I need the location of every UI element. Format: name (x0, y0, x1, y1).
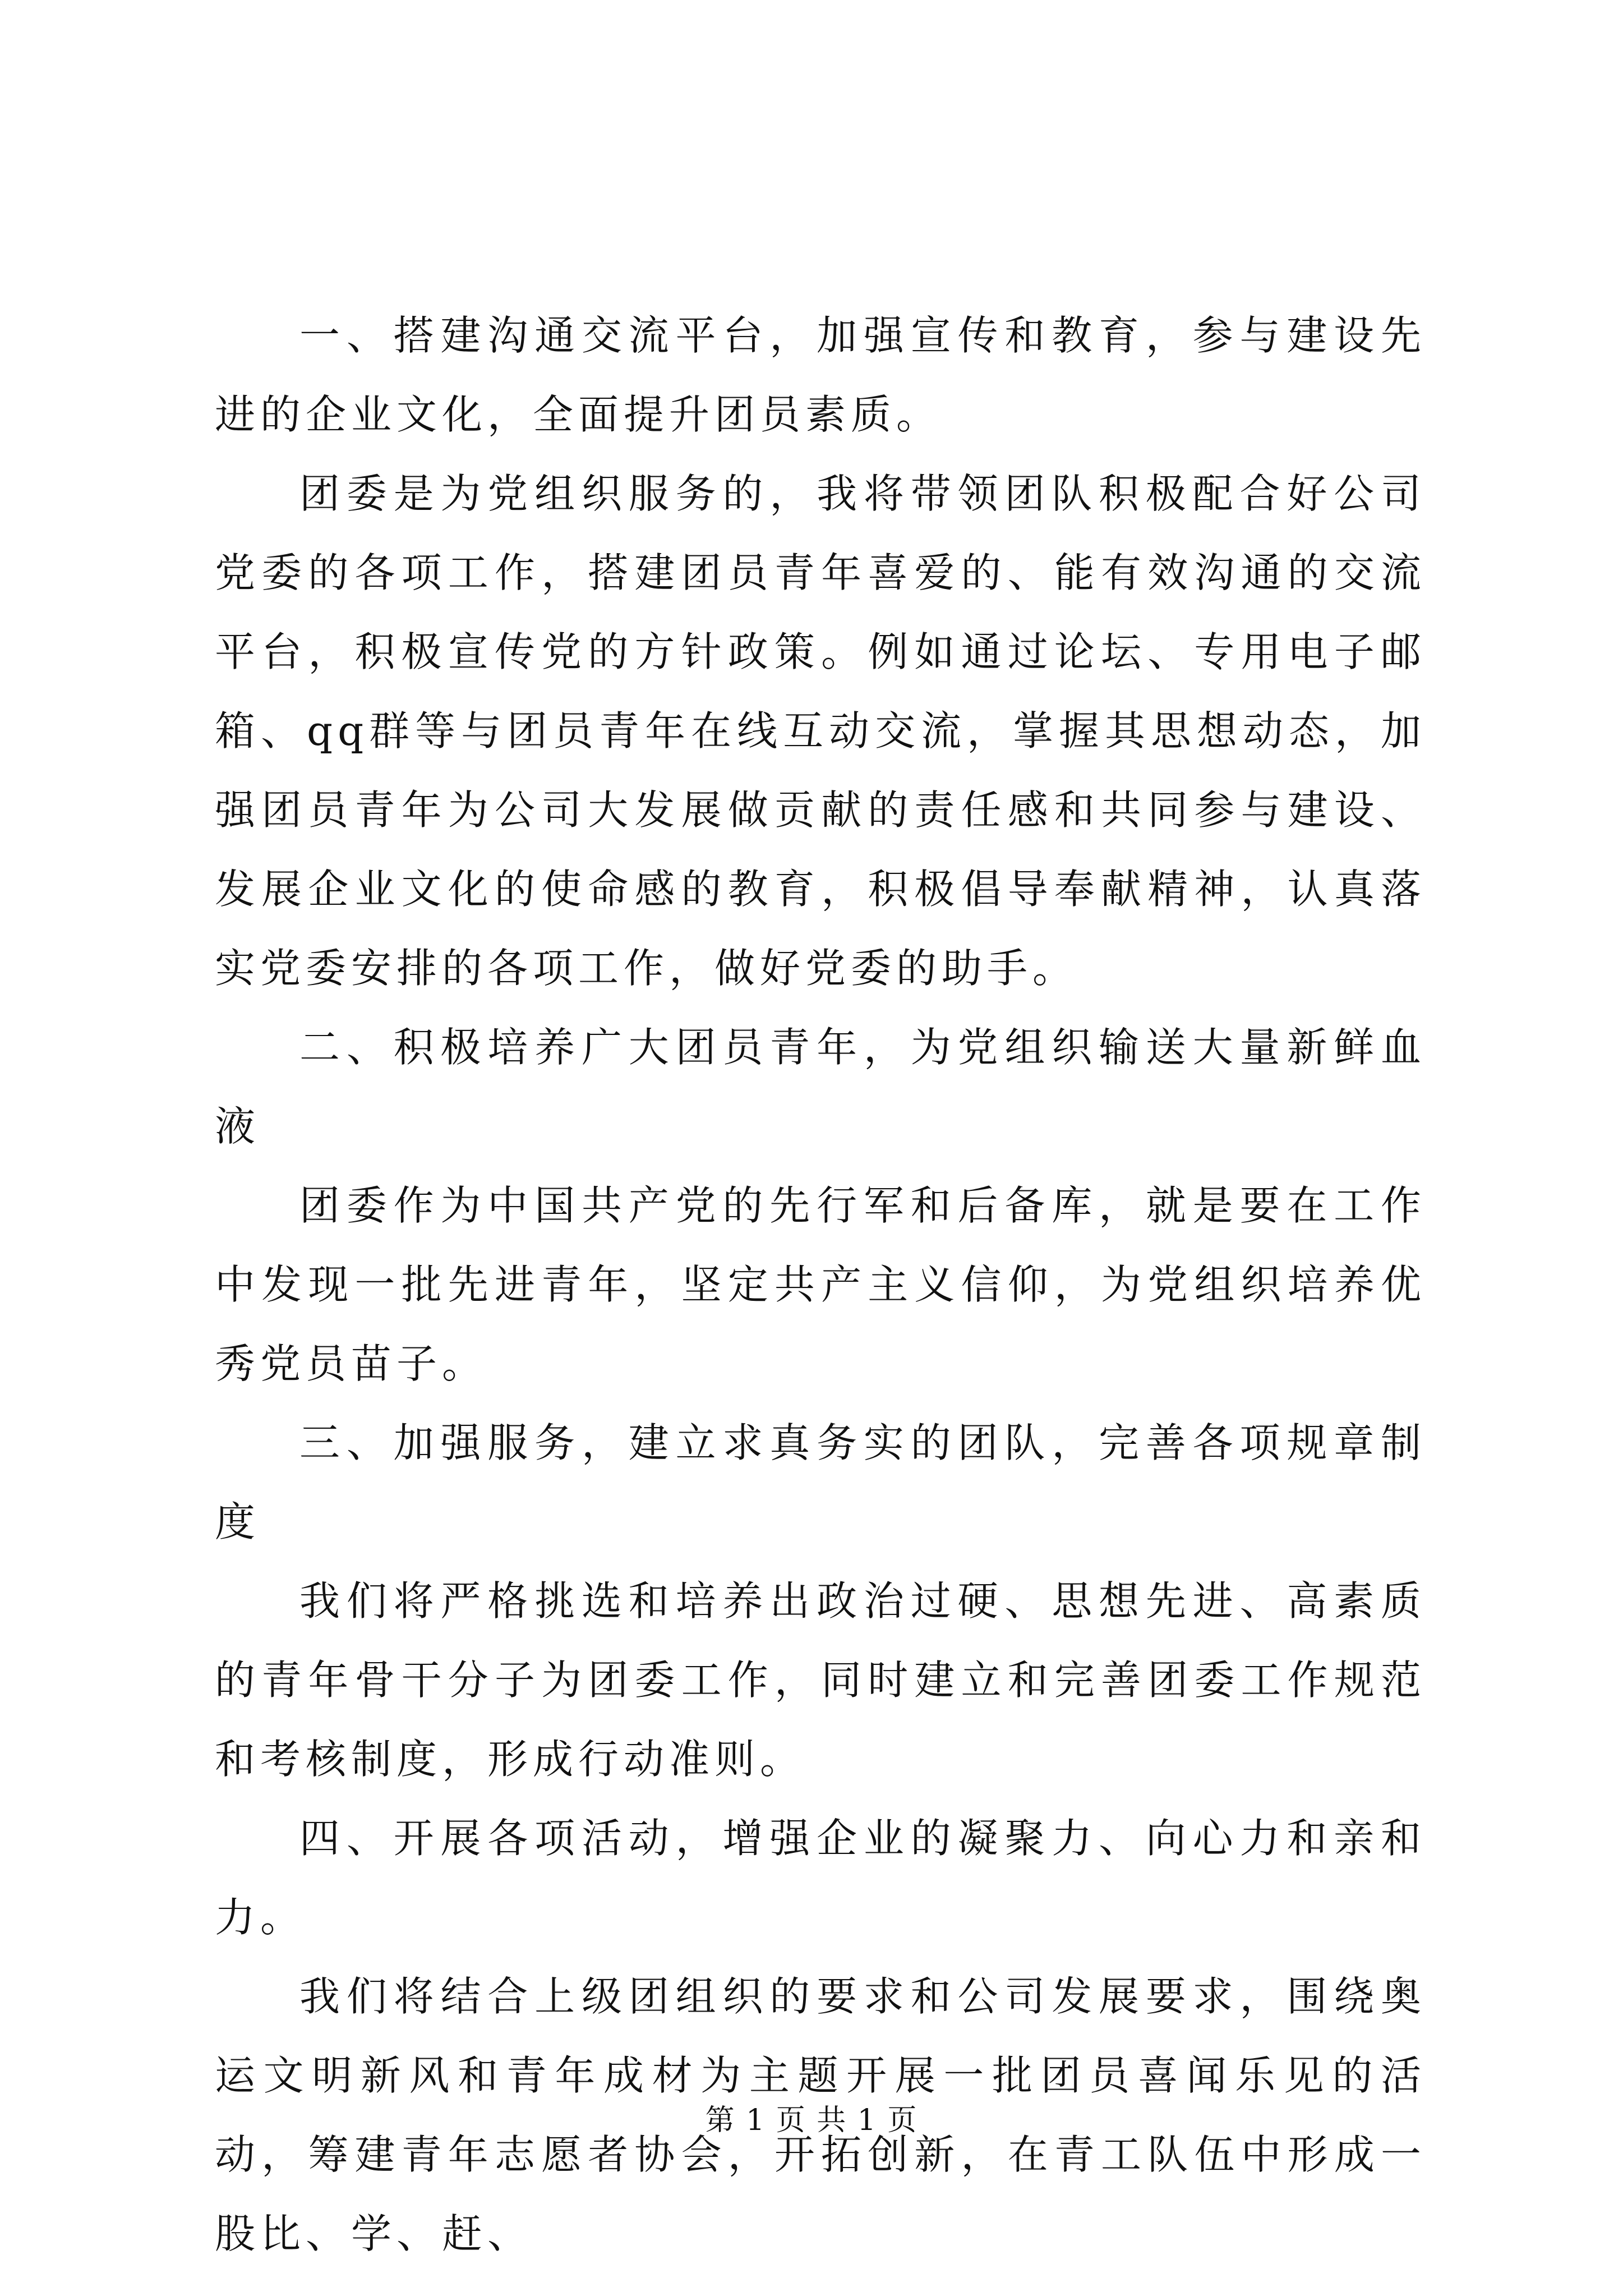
section-heading-4: 四、开展各项活动，增强企业的凝聚力、向心力和亲和力。 (215, 1815, 1426, 1941)
body-paragraph: 我们将严格挑选和培养出政治过硬、思想先进、高素质的青年骨干分子为团委工作，同时建立和完善团委工作规范和考核制度，形成行动准则。 (215, 1577, 1426, 1783)
document-body (215, 296, 1426, 2274)
page-footer (0, 2102, 1623, 2138)
section-heading-3: 三、加强服务，建立求真务实的团队，完善各项规章制度 (215, 1419, 1426, 1545)
section-heading-2: 二、积极培养广大团员青年，为党组织输送大量新鲜血液 (215, 1024, 1426, 1150)
page-number: 第 1 页 共 1 页 (705, 2104, 918, 2137)
body-paragraph: 团委作为中国共产党的先行军和后备库，就是要在工作中发现一批先进青年，坚定共产主义信仰，为党组织培养优秀党员苗子。 (215, 1182, 1426, 1387)
body-paragraph: 团委是为党组织服务的，我将带领团队积极配合好公司党委的各项工作，搭建团员青年喜爱的、能有效沟通的交流平台，积极宣传党的方针政策。例如通过论坛、专用电子邮箱、qq群等与团员青年在线互动交流，掌握其思想动态，加强团员青年为公司大发展做贡献的责任感和共同参与建设、发展企业文化的使命感的教育，积极倡导奉献精神，认真落实党委安排的各项工作，做好党委的助手。 (215, 470, 1426, 992)
section-heading-1: 一、搭建沟通交流平台，加强宣传和教育，参与建设先进的企业文化，全面提升团员素质。 (215, 312, 1426, 438)
body-paragraph: 我们将结合上级团组织的要求和公司发展要求，围绕奥运文明新风和青年成材为主题开展一批团员喜闻乐见的活动，筹建青年志愿者协会，开拓创新，在青工队伍中形成一股比、学、赶、 (215, 1973, 1426, 2257)
